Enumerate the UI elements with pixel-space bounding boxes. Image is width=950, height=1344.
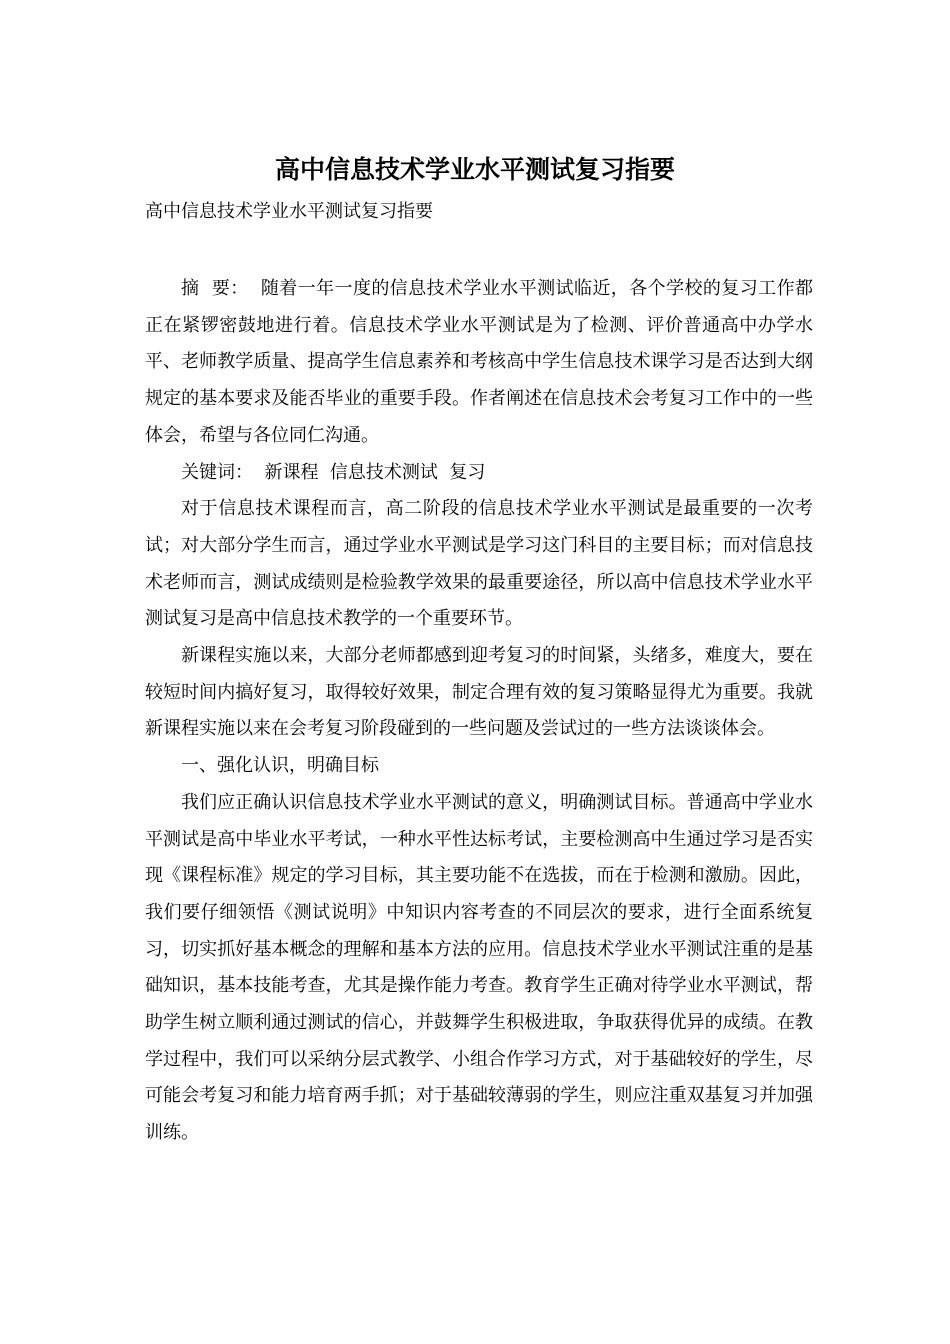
document-body xyxy=(145,271,813,1152)
abstract-paragraph xyxy=(145,271,813,455)
document-subtitle: 高中信息技术学业水平测试复习指要 xyxy=(145,201,433,222)
keywords-paragraph xyxy=(145,455,813,492)
keywords-label: 关键词： xyxy=(181,461,253,483)
section-heading-1: 一、强化认识，明确目标 xyxy=(181,755,379,777)
keywords-text: 新课程 信息技术测试 复习 xyxy=(264,461,486,483)
body-paragraph-1: 对于信息技术课程而言，高二阶段的信息技术学业水平测试是最重要的一次考试；对大部分学生而言，通过学业水平测试是学习这门科目的主要目标；而对信息技术老师而言，测试成绩则是检验教学效果的最重要途径，所以高中信息技术学业水平测试复习是高中信息技术教学的一个重要环节。 xyxy=(145,498,813,630)
abstract-text: 随着一年一度的信息技术学业水平测试临近，各个学校的复习工作都正在紧锣密鼓地进行着。信息技术学业水平测试是为了检测、评价普通高中办学水平、老师教学质量、提高学生信息素养和考核高中学生信息技术课学习是否达到大纲规定的基本要求及能否毕业的重要手段。作者阐述在信息技术会考复习工作中的一些体会，希望与各位同仁沟通。 xyxy=(145,278,813,446)
body-paragraph-3: 我们应正确认识信息技术学业水平测试的意义，明确测试目标。普通高中学业水平测试是高中毕业水平考试，一种水平性达标考试，主要检测高中生通过学习是否实现《课程标准》规定的学习目标，其主要功能不在选拔，而在于检测和激励。因此，我们要仔细领悟《测试说明》中知识内容考查的不同层次的要求，进行全面系统复习，切实抓好基本概念的理解和基本方法的应用。信息技术学业水平测试注重的是基础知识，基本技能考查，尤其是操作能力考查。教育学生正确对待学业水平测试，帮助学生树立顺利通过测试的信心，并鼓舞学生积极进取，争取获得优异的成绩。在教学过程中，我们可以采纳分层式教学、小组合作学习方式，对于基础较好的学生，尽可能会考复习和能力培育两手抓；对于基础较薄弱的学生，则应注重双基复习并加强训练。 xyxy=(145,791,813,1144)
body-paragraph-2: 新课程实施以来，大部分老师都感到迎考复习的时间紧，头绪多，难度大，要在较短时间内搞好复习，取得较好效果，制定合理有效的复习策略显得尤为重要。我就新课程实施以来在会考复习阶段碰到的一些问题及尝试过的一些方法谈谈体会。 xyxy=(145,645,813,740)
abstract-label: 摘 要： xyxy=(181,278,249,299)
document-title: 高中信息技术学业水平测试复习指要 xyxy=(274,155,675,184)
